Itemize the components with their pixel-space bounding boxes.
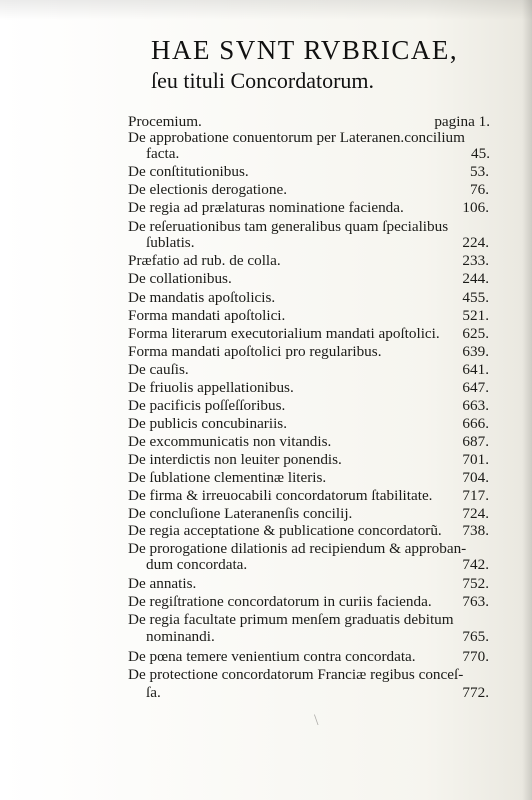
toc-entry (0, 469, 532, 487)
toc-entry-title: De excommunicatis non vitandis. (128, 433, 332, 450)
toc-entry (0, 361, 532, 379)
toc-entry (0, 415, 532, 433)
toc-entry (0, 648, 532, 666)
toc-entry (0, 307, 532, 325)
toc-entry-page: 455. (462, 289, 489, 306)
toc-entry (0, 522, 532, 540)
toc-entry-title: De prorogatione dilationis ad recipiendum & approban- (128, 540, 467, 557)
toc-entry-title: Forma literarum executorialium mandati apoſtolici. (128, 325, 440, 342)
toc-entry (0, 575, 532, 593)
toc-entry (0, 289, 532, 307)
toc-entry-title: Forma mandati apoſtolici. (128, 307, 286, 324)
toc-entry-page: 641. (462, 361, 489, 378)
toc-entry-page: 45. (471, 145, 490, 162)
toc-entry-title: De reſeruationibus tam generalibus quam ſpecialibus (128, 218, 449, 235)
toc-entry-title: De electionis derogatione. (128, 181, 287, 198)
small-print-mark: \ (314, 712, 319, 729)
toc-entry-title: De collationibus. (128, 270, 232, 287)
toc-entry (0, 234, 532, 252)
toc-entry-page: 639. (462, 343, 489, 360)
toc-entry-title: De regia facultate primum menſem graduatis debitum (128, 611, 454, 628)
toc-entry-title: Præfatio ad rub. de colla. (128, 252, 281, 269)
toc-entry-title: Procemium. (128, 113, 202, 130)
toc-entry-title: De friuolis appellationibus. (128, 379, 294, 396)
toc-entry-title: facta. (146, 145, 180, 162)
toc-entry (0, 556, 532, 574)
toc-entry (0, 666, 532, 684)
toc-entry (0, 628, 532, 646)
toc-entry-title: De regia ad prælaturas nominatione facienda. (128, 199, 404, 216)
toc-entry-page: 244. (462, 270, 489, 287)
toc-entry-title: De conſtitutionibus. (128, 163, 249, 180)
toc-entry-title: Forma mandati apoſtolici pro regularibus. (128, 343, 382, 360)
toc-entry-page: 752. (462, 575, 489, 592)
toc-entry (0, 684, 532, 702)
toc-entry-title: De pœna temere venientium contra concordata. (128, 648, 416, 665)
toc-entry-title: De regiſtratione concordatorum in curiis facienda. (128, 593, 432, 610)
toc-entry-title: dum concordata. (146, 556, 248, 573)
toc-entry (0, 325, 532, 343)
toc-entry-page: 666. (462, 415, 489, 432)
toc-entry (0, 433, 532, 451)
toc-entry-page: 521. (462, 307, 489, 324)
toc-entry (0, 379, 532, 397)
toc-entry-title: De ſublatione clementinæ literis. (128, 469, 327, 486)
toc-entry-title: De protectione concordatorum Franciæ regibus conceſ- (128, 666, 464, 683)
toc-entry-page: 76. (470, 181, 489, 198)
toc-entry-page: 717. (462, 487, 489, 504)
toc-entry-page: 772. (462, 684, 489, 701)
document-subheading: ſeu tituli Concordatorum. (151, 68, 375, 93)
toc-entry-title: De cauſis. (128, 361, 189, 378)
toc-entry-title: De annatis. (128, 575, 197, 592)
toc-entry-page: 53. (470, 163, 489, 180)
toc-entry-page: pagina 1. (434, 113, 490, 130)
toc-entry-title: De firma & irreuocabili concordatorum ſtabilitate. (128, 487, 433, 504)
toc-entry (0, 270, 532, 288)
toc-entry-title: ſa. (146, 684, 161, 701)
toc-entry (0, 181, 532, 199)
toc-entry-page: 765. (462, 628, 489, 645)
toc-entry-page: 647. (462, 379, 489, 396)
toc-entry (0, 199, 532, 217)
toc-entry-page: 763. (462, 593, 489, 610)
toc-entry (0, 252, 532, 270)
toc-entry-page: 625. (462, 325, 489, 342)
toc-entry-page: 106. (462, 199, 489, 216)
toc-entry-page: 704. (462, 469, 489, 486)
toc-entry (0, 487, 532, 505)
toc-entry-page: 701. (462, 451, 489, 468)
toc-entry-page: 687. (462, 433, 489, 450)
toc-entry (0, 451, 532, 469)
toc-entry-page: 233. (462, 252, 489, 269)
toc-entry-title: ſublatis. (146, 234, 195, 251)
document-heading: HAE SVNT RVBRICAE, (151, 35, 459, 65)
toc-entry (0, 593, 532, 611)
toc-entry (0, 505, 532, 523)
toc-entry (0, 397, 532, 415)
toc-entry (0, 145, 532, 163)
toc-entry-title: De publicis concubinariis. (128, 415, 288, 432)
toc-entry-title: De approbatione conuentorum per Lateranen.concilium (128, 129, 465, 146)
toc-entry (0, 163, 532, 181)
toc-entry (0, 611, 532, 629)
toc-entry (0, 343, 532, 361)
toc-entry-title: De concluſione Lateranenſis concilij. (128, 505, 353, 522)
toc-entry-page: 224. (462, 234, 489, 251)
toc-entry-title: De pacificis poſſeſſoribus. (128, 397, 286, 414)
toc-entry-page: 724. (462, 505, 489, 522)
toc-entry-page: 742. (462, 556, 489, 573)
toc-entry-page: 770. (462, 648, 489, 665)
page-top-shadow (0, 0, 532, 20)
toc-entry-title: nominandi. (146, 628, 215, 645)
toc-entry-title: De mandatis apoſtolicis. (128, 289, 276, 306)
toc-entry-page: 738. (462, 522, 489, 539)
toc-entry-page: 663. (462, 397, 489, 414)
toc-entry-title: De regia acceptatione & publicatione concordatorũ. (128, 522, 442, 539)
toc-entry-title: De interdictis non leuiter ponendis. (128, 451, 342, 468)
